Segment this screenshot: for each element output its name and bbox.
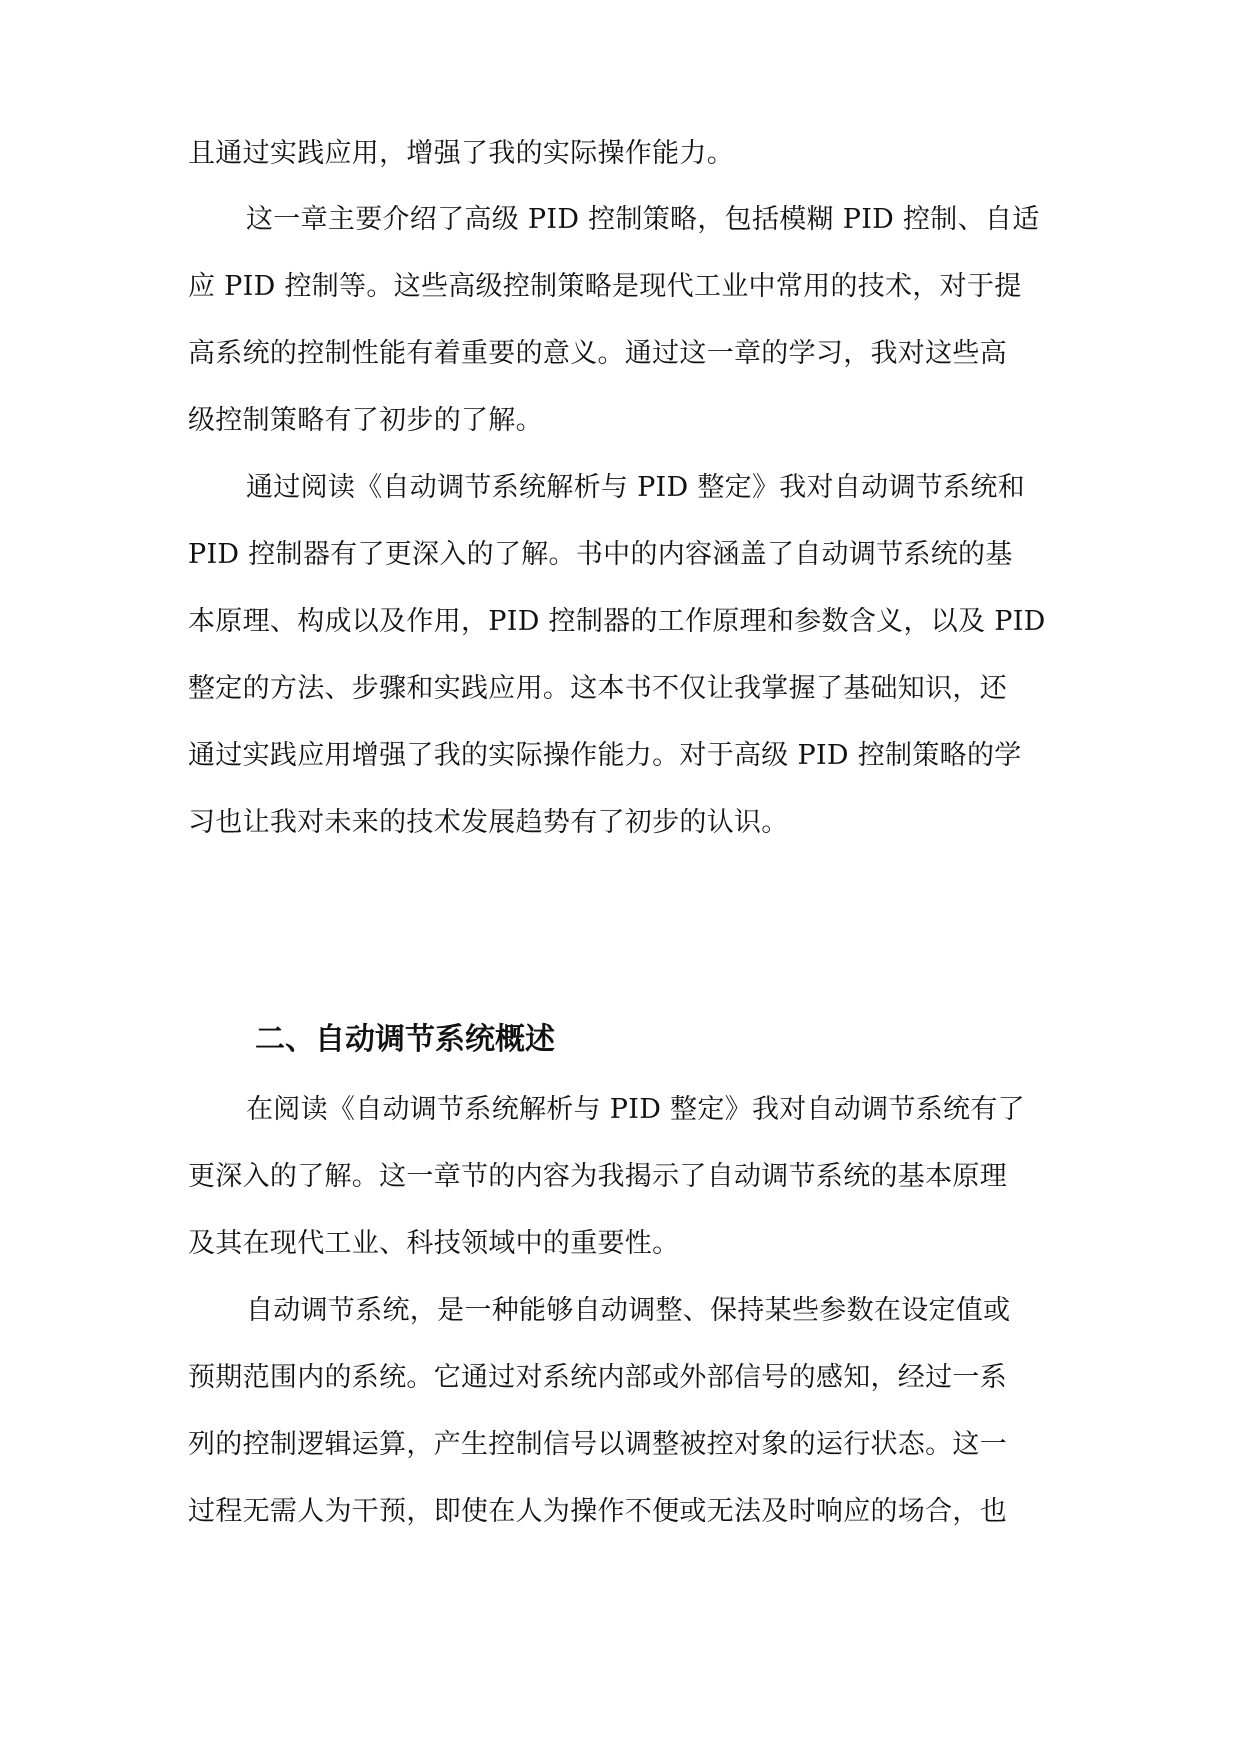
paragraph-line: 级控制策略有了初步的了解。 bbox=[188, 405, 543, 436]
paragraph-line: 这一章主要介绍了高级 PID 控制策略，包括模糊 PID 控制、自适 bbox=[246, 204, 1040, 235]
paragraph-line: 及其在现代工业、科技领域中的重要性。 bbox=[188, 1228, 680, 1259]
paragraph-line: 在阅读《自动调节系统解析与 PID 整定》我对自动调节系统有了 bbox=[246, 1094, 1025, 1125]
paragraph-line: 习也让我对未来的技术发展趋势有了初步的认识。 bbox=[188, 807, 789, 838]
paragraph-line: 通过实践应用增强了我的实际操作能力。对于高级 PID 控制策略的学 bbox=[188, 740, 1022, 771]
paragraph-line: 高系统的控制性能有着重要的意义。通过这一章的学习，我对这些高 bbox=[188, 338, 1007, 369]
section-heading: 二、自动调节系统概述 bbox=[255, 1022, 555, 1057]
paragraph-line: 自动调节系统，是一种能够自动调整、保持某些参数在设定值或 bbox=[246, 1295, 1011, 1326]
paragraph-line: 过程无需人为干预，即使在人为操作不便或无法及时响应的场合，也 bbox=[188, 1496, 1007, 1527]
paragraph-line: 更深入的了解。这一章节的内容为我揭示了自动调节系统的基本原理 bbox=[188, 1161, 1007, 1192]
paragraph-line: 通过阅读《自动调节系统解析与 PID 整定》我对自动调节系统和 bbox=[246, 472, 1025, 503]
paragraph-line: 本原理、构成以及作用，PID 控制器的工作原理和参数含义，以及 PID bbox=[188, 606, 1046, 637]
paragraph-line: 列的控制逻辑运算，产生控制信号以调整被控对象的运行状态。这一 bbox=[188, 1429, 1007, 1460]
paragraph-line: 且通过实践应用，增强了我的实际操作能力。 bbox=[188, 138, 734, 169]
paragraph-line: 应 PID 控制等。这些高级控制策略是现代工业中常用的技术，对于提 bbox=[188, 271, 1022, 302]
paragraph-line: 预期范围内的系统。它通过对系统内部或外部信号的感知，经过一系 bbox=[188, 1362, 1007, 1393]
paragraph-line: PID 控制器有了更深入的了解。书中的内容涵盖了自动调节系统的基 bbox=[188, 539, 1013, 570]
paragraph-line: 整定的方法、步骤和实践应用。这本书不仅让我掌握了基础知识，还 bbox=[188, 673, 1007, 704]
